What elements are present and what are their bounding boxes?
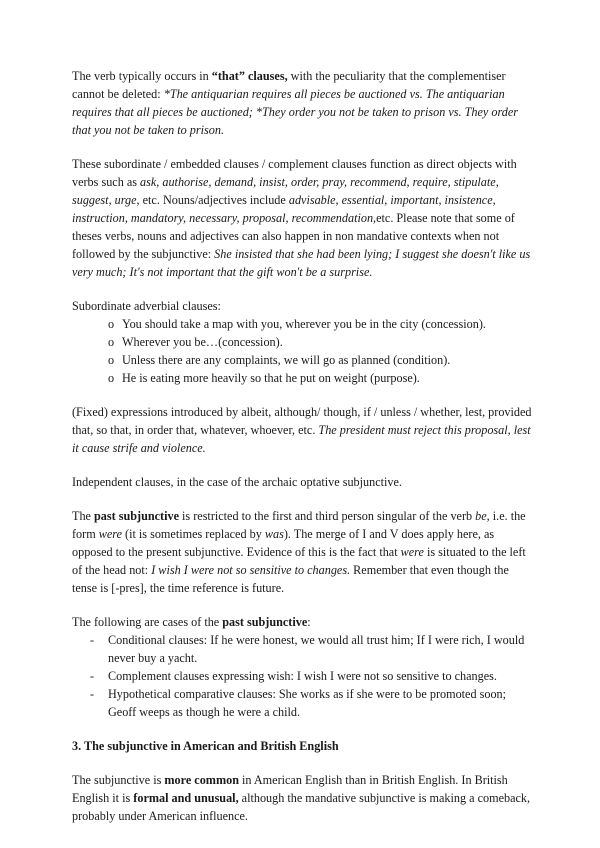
- italic-word: were: [400, 545, 424, 559]
- list-item: - Hypothetical comparative clauses: She works as if she were to be promoted soon; Geoff weeps as though he were a child.: [72, 685, 534, 721]
- section-heading: 3. The subjunctive in American and British English: [72, 739, 339, 753]
- example-italic: She insisted that she had been lying; I suggest she doesn't like us very much; It's not important that the gift won't be a surprise.: [72, 247, 531, 279]
- text: The verb typically occurs in: [72, 69, 212, 83]
- text: with the peculiarity that the complementiser cannot be deleted:: [72, 69, 506, 101]
- list-item: o You should take a map with you, wherever you be in the city (concession).: [72, 315, 534, 333]
- past-subjunctive-cases-title: [72, 613, 534, 631]
- example-italic: I wish I were not so sensitive to changes.: [151, 563, 351, 577]
- text: (it is sometimes replaced by: [122, 527, 265, 541]
- past-subjunctive-cases-block: [72, 613, 534, 721]
- text: in American English than in British English. In British English it is: [72, 773, 508, 805]
- list-item: - Conditional clauses: If he were honest, we would all trust him; If I were rich, I would never buy a yacht.: [72, 631, 534, 667]
- paragraph-that-clauses: [72, 67, 534, 139]
- text: The subjunctive is: [72, 773, 165, 787]
- text: , i.e. the form: [72, 509, 526, 541]
- paragraph-american-british: [72, 771, 534, 825]
- list-item: - Complement clauses expressing wish: I wish I were not so sensitive to changes.: [72, 667, 534, 685]
- document-body: [72, 67, 534, 841]
- paragraph-past-subjunctive: [72, 507, 534, 597]
- text: ). The merge of I and V does apply here, as opposed to the present subjunctive. Evidence of this is the fact that: [72, 527, 495, 559]
- bold-term: more common: [164, 773, 239, 787]
- bold-term: formal and unusual,: [133, 791, 239, 805]
- text: although the mandative subjunctive is making a comeback, probably under American influence.: [72, 791, 531, 823]
- example-italic: The president must reject this proposal, lest it cause strife and violence.: [72, 423, 531, 455]
- verb-list: ask, authorise, demand, insist, order, pray, recommend, require, stipulate, suggest, urge: [72, 175, 499, 207]
- text: is restricted to the first and third person singular of the verb: [179, 509, 476, 523]
- past-subjunctive-cases-list: [72, 631, 534, 721]
- text: Remember that even though the tense is [-pres], the time reference is future.: [72, 563, 509, 595]
- text: etc. Please note that some of theses verbs, nouns and adjectives can also happen in non mandative contexts when not followed by the subjunctive:: [72, 211, 515, 261]
- adverbial-clauses-list: [72, 315, 534, 387]
- bold-term: past subjunctive: [94, 509, 179, 523]
- italic-word: was: [264, 527, 284, 541]
- text: The: [72, 509, 94, 523]
- example-italic: *The antiquarian requires all pieces be auctioned vs. The antiquarian requires that all pieces be auctioned; *They order you not be taken to prison vs. They order that you not be taken to prison.: [72, 87, 518, 137]
- text: is situated to the left of the head not:: [72, 545, 526, 577]
- text: , etc. Nouns/adjectives include: [136, 193, 289, 207]
- paragraph-independent-clauses: Independent clauses, in the case of the archaic optative subjunctive.: [72, 475, 402, 489]
- text: The following are cases of the: [72, 615, 223, 629]
- paragraph-fixed-expressions: [72, 403, 534, 457]
- italic-word: were: [98, 527, 122, 541]
- adverbial-clauses-title: Subordinate adverbial clauses:: [72, 299, 221, 313]
- list-item: o Wherever you be…(concession).: [72, 333, 534, 351]
- text: :: [307, 615, 311, 629]
- paragraph-embedded-clauses: [72, 155, 534, 281]
- noun-adjective-list: advisable, essential, important, insistence, instruction, mandatory, necessary, proposal, recommendation,: [72, 193, 496, 225]
- bold-term: “that” clauses,: [211, 69, 288, 83]
- adverbial-clauses-block: [72, 297, 534, 387]
- text: These subordinate / embedded clauses / complement clauses function as direct objects with verbs such as: [72, 157, 517, 189]
- italic-word: be: [475, 509, 487, 523]
- bold-term: past subjunctive: [222, 615, 308, 629]
- text: (Fixed) expressions introduced by albeit, although/ though, if / unless / whether, lest, provided that, so that, in order that, whatever, whoever, etc.: [72, 405, 532, 437]
- list-item: o Unless there are any complaints, we will go as planned (condition).: [72, 351, 534, 369]
- list-item: o He is eating more heavily so that he put on weight (purpose).: [72, 369, 534, 387]
